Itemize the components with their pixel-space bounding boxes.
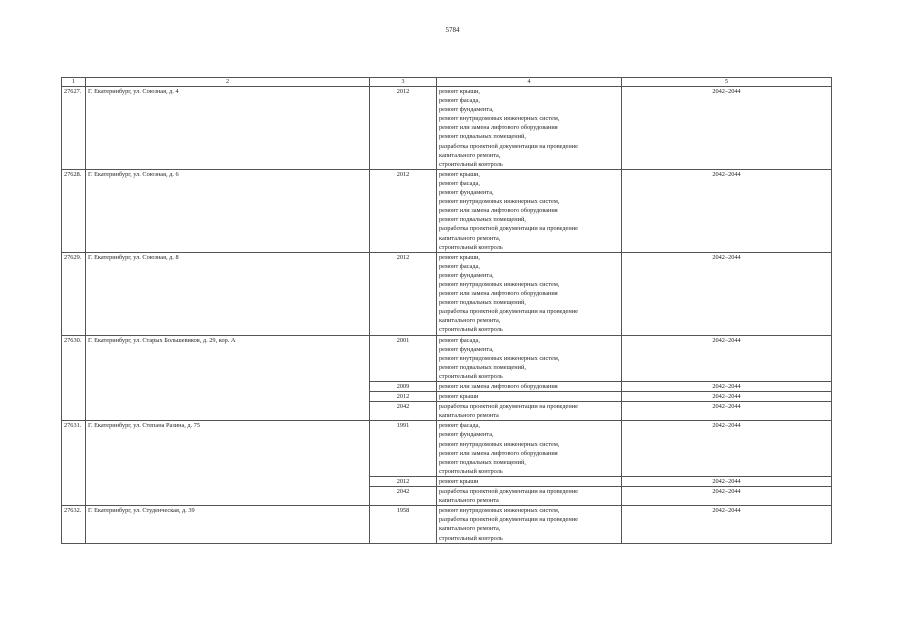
work-item: капитального ремонта, <box>439 234 501 242</box>
page-number: 5784 <box>445 26 460 34</box>
work-item: разработка проектной документации на проведение <box>439 142 578 150</box>
construction-year: 1991 <box>370 421 437 477</box>
work-item: ремонт подвальных помещений, <box>439 216 526 224</box>
repair-period: 2042–2044 <box>622 476 832 486</box>
repair-period: 2042–2044 <box>622 402 832 421</box>
work-item: ремонт внутридомовых инженерных систем, <box>439 354 560 362</box>
works-list <box>437 487 622 506</box>
record-address: Г. Екатеринбург, ул. Союзная, д. 8 <box>86 252 370 335</box>
construction-year: 2012 <box>370 252 437 335</box>
construction-year: 2012 <box>370 87 437 170</box>
work-item: капитального ремонта, <box>439 525 501 533</box>
work-item: ремонт крыши, <box>439 88 481 95</box>
work-item: ремонт внутридомовых инженерных систем, <box>439 507 560 515</box>
repair-period: 2042–2044 <box>622 87 832 170</box>
work-item: ремонт фундамента, <box>439 345 494 353</box>
column-header: 3 <box>370 78 437 87</box>
table-row <box>62 252 832 335</box>
works-list <box>437 169 622 252</box>
table-row <box>62 506 832 543</box>
record-number: 27632. <box>62 506 86 543</box>
works-list <box>437 402 622 421</box>
construction-year: 1958 <box>370 506 437 543</box>
table-row <box>62 335 832 381</box>
works-list <box>437 421 622 477</box>
work-item: ремонт фасада, <box>439 336 480 344</box>
repair-period: 2042–2044 <box>622 421 832 477</box>
works-list <box>437 382 622 392</box>
work-item: ремонт подвальных помещений, <box>439 133 526 141</box>
work-item: ремонт крыши, <box>439 253 481 261</box>
work-item: разработка проектной документации на проведение <box>439 225 578 233</box>
work-item: ремонт фундамента, <box>439 431 494 439</box>
work-item: строительный контроль <box>439 534 503 542</box>
work-item: разработка проектной документации на проведение <box>439 403 578 411</box>
works-list <box>437 476 622 486</box>
repair-period: 2042–2044 <box>622 487 832 506</box>
work-item: строительный контроль <box>439 372 503 380</box>
work-item: ремонт фасада, <box>439 179 480 187</box>
work-item: ремонт подвальных помещений, <box>439 363 526 371</box>
record-address: Г. Екатеринбург, ул. Студенческая, д. 39 <box>86 506 370 543</box>
record-address: Г. Екатеринбург, ул. Старых Большевиков, д. 29, кор. А <box>86 335 370 421</box>
construction-year: 2012 <box>370 476 437 486</box>
work-item: строительный контроль <box>439 243 503 251</box>
column-header: 4 <box>437 78 622 87</box>
repair-schedule-table <box>61 77 832 544</box>
record-number: 27630. <box>62 335 86 421</box>
work-item: ремонт внутридомовых инженерных систем, <box>439 198 560 206</box>
work-item: ремонт или замена лифтового оборудования <box>439 207 558 215</box>
work-item: ремонт фундамента, <box>439 189 494 197</box>
work-item: ремонт крыши <box>439 393 479 401</box>
works-list <box>437 252 622 335</box>
construction-year: 2012 <box>370 169 437 252</box>
work-item: разработка проектной документации на проведение <box>439 488 578 496</box>
repair-period: 2042–2044 <box>622 169 832 252</box>
work-item: ремонт фундамента, <box>439 271 494 279</box>
work-item: разработка проектной документации на проведение <box>439 516 578 524</box>
record-address: Г. Екатеринбург, ул. Союзная, д. 4 <box>86 87 370 170</box>
repair-period: 2042–2044 <box>622 335 832 381</box>
work-item: капитального ремонта, <box>439 151 501 159</box>
work-item: строительный контроль <box>439 326 503 334</box>
repair-period: 2042–2044 <box>622 252 832 335</box>
work-item: разработка проектной документации на проведение <box>439 308 578 316</box>
table-row <box>62 421 832 477</box>
work-item: ремонт или замена лифтового оборудования <box>439 124 558 132</box>
work-item: строительный контроль <box>439 467 503 475</box>
construction-year: 2001 <box>370 335 437 381</box>
construction-year: 2042 <box>370 487 437 506</box>
table-body <box>62 78 832 544</box>
construction-year: 2012 <box>370 392 437 402</box>
column-header: 2 <box>86 78 370 87</box>
work-item: ремонт или замена лифтового оборудования <box>439 383 558 390</box>
work-item: ремонт подвальных помещений, <box>439 458 526 466</box>
table-row <box>62 169 832 252</box>
repair-period: 2042–2044 <box>622 382 832 392</box>
works-list <box>437 392 622 402</box>
work-item: ремонт внутридомовых инженерных систем, <box>439 440 560 448</box>
works-list <box>437 335 622 381</box>
work-item: ремонт фасада, <box>439 97 480 105</box>
work-item: капитального ремонта <box>439 412 499 420</box>
work-item: ремонт внутридомовых инженерных систем, <box>439 280 560 288</box>
works-list <box>437 506 622 543</box>
table-row <box>62 87 832 170</box>
record-address: Г. Екатеринбург, ул. Союзная, д. 6 <box>86 169 370 252</box>
repair-period: 2042–2044 <box>622 506 832 543</box>
construction-year: 2042 <box>370 402 437 421</box>
work-item: ремонт или замена лифтового оборудования <box>439 449 558 457</box>
construction-year: 2009 <box>370 382 437 392</box>
record-number: 27629. <box>62 252 86 335</box>
work-item: ремонт фасада, <box>439 262 480 270</box>
works-list <box>437 87 622 170</box>
work-item: ремонт крыши, <box>439 170 481 178</box>
work-item: капитального ремонта <box>439 497 499 505</box>
work-item: ремонт подвальных помещений, <box>439 299 526 307</box>
work-item: ремонт крыши <box>439 477 479 485</box>
work-item: ремонт фасада, <box>439 422 480 430</box>
work-item: ремонт или замена лифтового оборудования <box>439 290 558 298</box>
column-number-row <box>62 78 832 87</box>
record-address: Г. Екатеринбург, ул. Степана Разина, д. 75 <box>86 421 370 506</box>
column-header: 1 <box>62 78 86 87</box>
work-item: ремонт внутридомовых инженерных систем, <box>439 115 560 123</box>
work-item: строительный контроль <box>439 160 503 168</box>
record-number: 27628. <box>62 169 86 252</box>
work-item: капитального ремонта, <box>439 317 501 325</box>
record-number: 27627. <box>62 87 86 170</box>
record-number: 27631. <box>62 421 86 506</box>
work-item: ремонт фундамента, <box>439 106 494 114</box>
repair-period: 2042–2044 <box>622 392 832 402</box>
column-header: 5 <box>622 78 832 87</box>
